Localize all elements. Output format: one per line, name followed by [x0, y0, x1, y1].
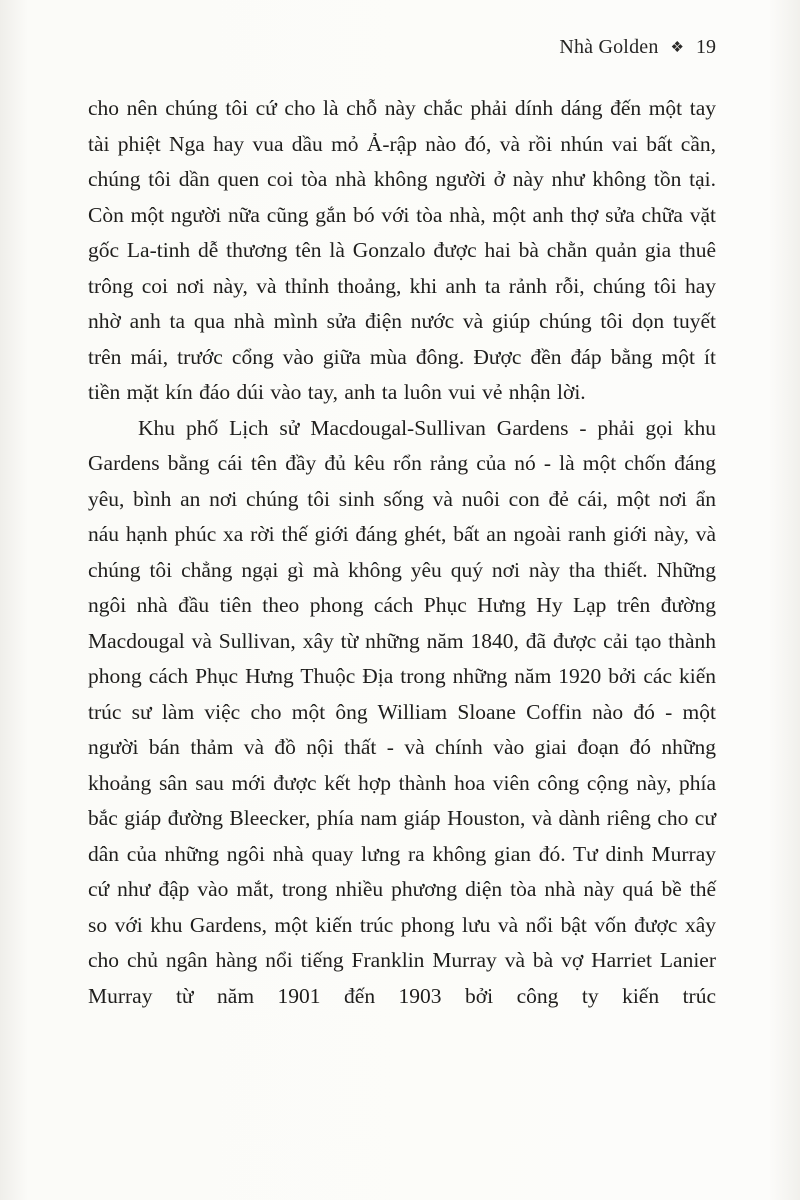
paragraph-continuation: cho nên chúng tôi cứ cho là chỗ này chắc phải dính dáng đến một tay tài phiệt Nga hay vua dầu mỏ Ả-rập nào đó, và rồi nhún vai bất cần, chúng tôi dần quen coi tòa nhà không người ở này như không tồn tại. Còn một người nữa cũng gắn bó với tòa nhà, một anh thợ sửa chữa vặt gốc La-tinh dễ thương tên là Gonzalo được hai bà chằn quản gia thuê trông coi nơi này, và thỉnh thoảng, khi anh ta rảnh rỗi, chúng tôi hay nhờ anh ta qua nhà mình sửa điện nước và giúp chúng tôi dọn tuyết trên mái, trước cổng vào giữa mùa đông. Được đền đáp bằng một ít tiền mặt kín đáo dúi vào tay, anh ta luôn vui vẻ nhận lời.: [88, 96, 716, 404]
running-title: Nhà Golden: [559, 36, 659, 58]
page-text-block: [88, 91, 716, 1014]
page-number: 19: [696, 36, 716, 58]
diamond-ornament-icon: ❖: [670, 40, 684, 56]
page-header: [88, 36, 716, 59]
paragraph: Khu phố Lịch sử Macdougal-Sullivan Gardens - phải gọi khu Gardens bằng cái tên đầy đủ kêu rổn rảng của nó - là một chốn đáng yêu, bình an nơi chúng tôi sinh sống và nuôi con đẻ cái, một nơi ẩn náu hạnh phúc xa rời thế giới đáng ghét, bất an ngoài ranh giới này, và chúng tôi chẳng ngại gì mà không yêu quý nơi này tha thiết. Những ngôi nhà đầu tiên theo phong cách Phục Hưng Hy Lạp trên đường Macdougal và Sullivan, xây từ những năm 1840, đã được cải tạo thành phong cách Phục Hưng Thuộc Địa trong những năm 1920 bởi các kiến trúc sư làm việc cho một ông William Sloane Coffin nào đó - một người bán thảm và đồ nội thất - và chính vào giai đoạn đó những khoảng sân sau mới được kết hợp thành hoa viên công cộng này, phía bắc giáp đường Bleecker, phía nam giáp Houston, và dành riêng cho cư dân của những ngôi nhà quay lưng ra không gian đó. Tư dinh Murray cứ như đập vào mắt, trong nhiều phương diện tòa nhà này quá bề thế so với khu Gardens, một kiến trúc phong lưu và nổi bật vốn được xây cho chủ ngân hàng nổi tiếng Franklin Murray và bà vợ Harriet Lanier Murray từ năm 1901 đến 1903 bởi công ty kiến trúc: [88, 415, 716, 1008]
